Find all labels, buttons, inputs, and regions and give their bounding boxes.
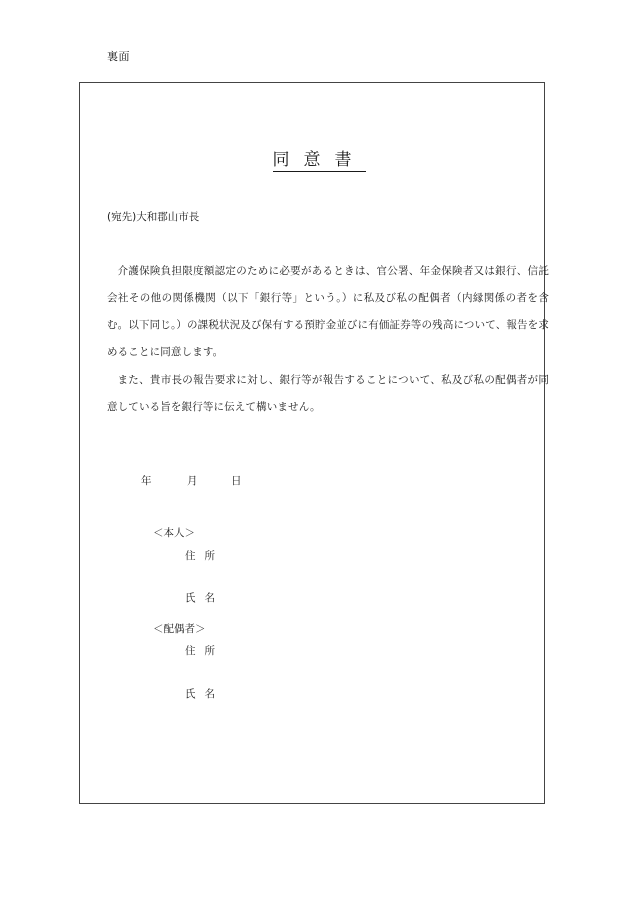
document-title-text: 同意書: [272, 150, 366, 170]
spouse-address-label: 住所: [185, 645, 224, 657]
applicant-section-header: ＜本人＞: [153, 527, 195, 539]
addressee: (宛先)大和郡山市長: [107, 211, 200, 223]
date-year-label: 年: [141, 475, 152, 487]
applicant-name-label: 氏名: [185, 592, 224, 604]
consent-paragraph-1: 介護保険負担限度額認定のために必要があるときは、官公署、年金保険者又は銀行、信託会社その他の関係機関（以下「銀行等」という。）に私及び私の配偶者（内縁関係の者を含む。以下同じ。）の課税状況及び保有する預貯金並びに有価証券等の残高について、報告を求めることに同意します。: [107, 265, 549, 358]
spouse-section-header: ＜配偶者＞: [153, 623, 206, 635]
document-title: [80, 145, 544, 170]
consent-form-frame: [79, 82, 549, 804]
spouse-name-label: 氏名: [185, 688, 224, 700]
date-day-label: 日: [231, 475, 242, 487]
applicant-address-label: 住所: [185, 550, 224, 562]
date-month-label: 月: [187, 475, 198, 487]
consent-paragraph-2: また、貴市長の報告要求に対し、銀行等が報告することについて、私及び私の配偶者が同意している旨を銀行等に伝えて構いません。: [107, 374, 549, 413]
page-side-label: 裏面: [107, 50, 130, 63]
